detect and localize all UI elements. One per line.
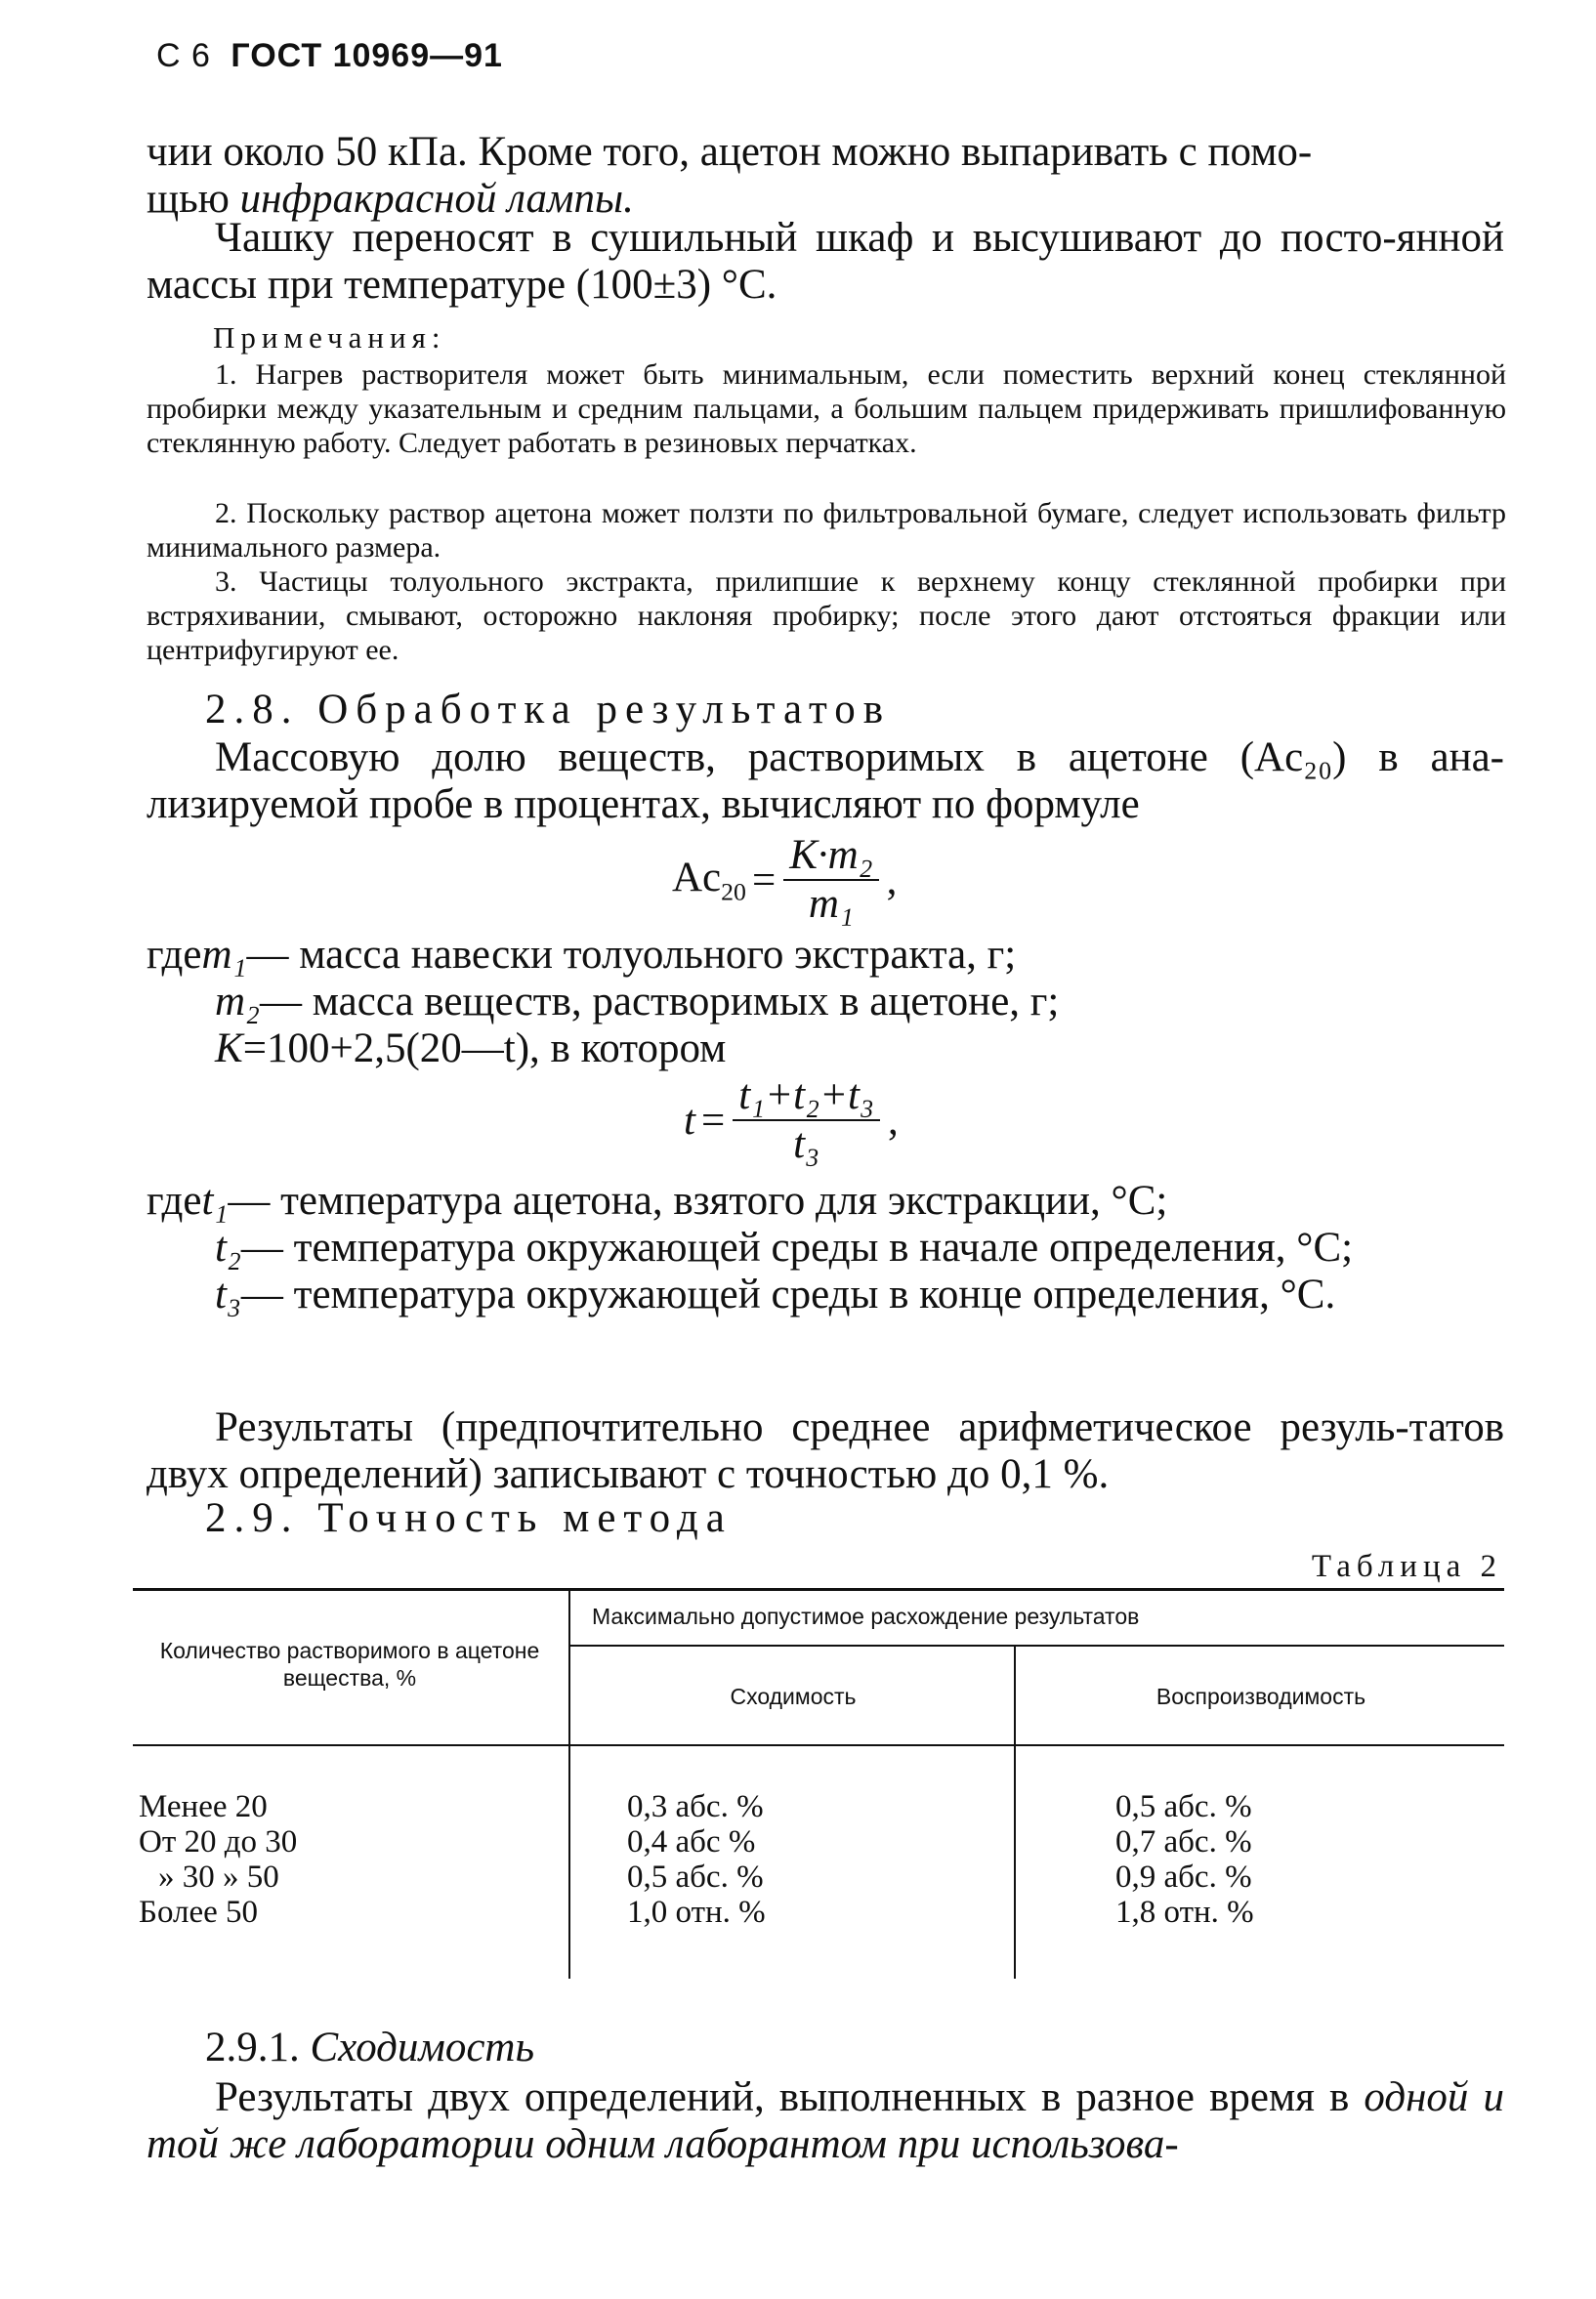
note-2: 2. Поскольку раствор ацетона может ползти по фильтровальной бумаге, следует использовать фильтр минимального размера.: [147, 497, 1506, 564]
definition-row: t₃ — температура окружающей среды в конце определения, °С.: [215, 1272, 1336, 1317]
section-2-8-paragraph: Массовую долю веществ, растворимых в ацетоне (Ac₂₀) в ана-лизируемой пробе в процентах, вычисляют по формуле: [147, 734, 1504, 827]
formula2-lhs: t: [684, 1097, 695, 1144]
formula2-comma: ,: [887, 1097, 899, 1144]
section-2-9-heading: 2.9. Точность метода: [205, 1495, 733, 1541]
precision-table: [133, 1588, 1504, 1979]
drying-paragraph: Чашку переносят в сушильный шкаф и высушивают до посто-янной массы при температуре (100±3) °С.: [147, 215, 1504, 308]
table-cell: 1,0 отн. %: [627, 1895, 766, 1930]
formula1-denominator: m₁: [808, 881, 854, 927]
definition-row: m₂ — масса веществ, растворимых в ацетоне, г;: [215, 979, 1060, 1024]
table-cell: 1,8 отн. %: [1115, 1895, 1254, 1930]
section-2-9-1-heading: 2.9.1. Сходимость: [205, 2025, 535, 2070]
table-cell: 0,4 абс %: [627, 1824, 756, 1860]
formula2-equals: =: [700, 1097, 726, 1144]
formula1-lhs: $Ac_{20}$: [672, 854, 746, 906]
table-divider: [568, 1588, 570, 1979]
definition-row: K =100+2,5(20—t), в котором: [215, 1025, 727, 1071]
formula2-denominator: t₃: [793, 1121, 820, 1167]
formula1-fraction: [783, 834, 878, 926]
definitions-1: [147, 932, 1504, 1072]
page-number: С 6: [156, 37, 211, 74]
intro-line-2-italic: инфракрасной лампы.: [239, 176, 634, 222]
table-cell: Более 50: [139, 1895, 259, 1930]
table-cell: 0,9 абс. %: [1115, 1860, 1252, 1895]
col-repeatability: [627, 1789, 766, 1930]
section-2-8-heading: 2.8. Обработка результатов: [205, 687, 891, 732]
notes-title: Примечания:: [213, 320, 446, 355]
page-header: [156, 37, 503, 75]
intro-paragraph: [147, 129, 1504, 223]
definitions-2: [147, 1178, 1504, 1318]
table-cell: 0,7 абс. %: [1115, 1824, 1252, 1860]
formula1-equals: =: [751, 857, 777, 903]
table-top-rule: [133, 1588, 1504, 1591]
table-header-rule: [133, 1744, 1504, 1746]
definition-row: где m₁ — масса навески толуольного экстракта, г;: [147, 932, 1017, 978]
standard-title: ГОСТ 10969—91: [231, 37, 503, 74]
formula-acetone-fraction: [672, 834, 897, 926]
col-reproducibility: [1115, 1789, 1254, 1930]
table-group-rule: [570, 1645, 1504, 1647]
table-divider: [1014, 1645, 1016, 1979]
intro-line-2-plain: щью: [147, 176, 240, 222]
table-cell: 0,5 абс. %: [1115, 1789, 1252, 1824]
col-repeatability-header: Сходимость: [730, 1684, 857, 1709]
table-cell: Менее 20: [139, 1789, 268, 1824]
col-reproducibility-header: Воспроизводимость: [1155, 1684, 1366, 1709]
formula2-numerator: t₁+t₂+t₃: [733, 1074, 880, 1121]
formula2-fraction: [733, 1074, 880, 1166]
col-amount: [139, 1789, 297, 1930]
formula-temperature: [684, 1074, 899, 1166]
table-cell: От 20 до 30: [139, 1824, 298, 1860]
formula1-numerator: K·m₂: [783, 834, 878, 881]
group-header: Максимально допустимое расхождение результатов: [592, 1604, 1140, 1629]
results-paragraph: Результаты (предпочтительно среднее арифметическое резуль-татов двух определений) записывают с точностью до 0,1 %.: [147, 1404, 1504, 1497]
table-cell: 0,5 абс. %: [627, 1860, 764, 1895]
section-2-9-1-paragraph: Результаты двух определений, выполненных в разное время в одной и той же лаборатории одним лаборантом при использова-: [147, 2074, 1504, 2167]
table-cell: 0,3 абс. %: [627, 1789, 764, 1824]
definition-row: t₂ — температура окружающей среды в начале определения, °С;: [215, 1225, 1354, 1271]
note-3: 3. Частицы толуольного экстракта, прилипшие к верхнему концу стеклянной пробирки при встряхивании, смывают, осторожно наклоняя пробирку; после этого дают отстояться фракции или центрифугируют ее.: [147, 565, 1506, 666]
definition-row: где t₁ — температура ацетона, взятого для экстракции, °С;: [147, 1178, 1168, 1224]
intro-line-1: чии около 50 кПа. Кроме того, ацетон можно выпаривать с помо-: [147, 129, 1313, 175]
table-caption: Таблица 2: [1311, 1549, 1502, 1584]
note-1: 1. Нагрев растворителя может быть минимальным, если поместить верхний конец стеклянной пробирки между указательным и средним пальцами, а большим пальцем придерживать пришлифованную стеклянную работу. Следует работать в резиновых перчатках.: [147, 358, 1506, 459]
table-cell: » 30 » 50: [158, 1860, 279, 1895]
col-amount-header: Количество растворимого в ацетоне вещества, %: [159, 1638, 540, 1691]
formula1-comma: ,: [886, 857, 898, 903]
